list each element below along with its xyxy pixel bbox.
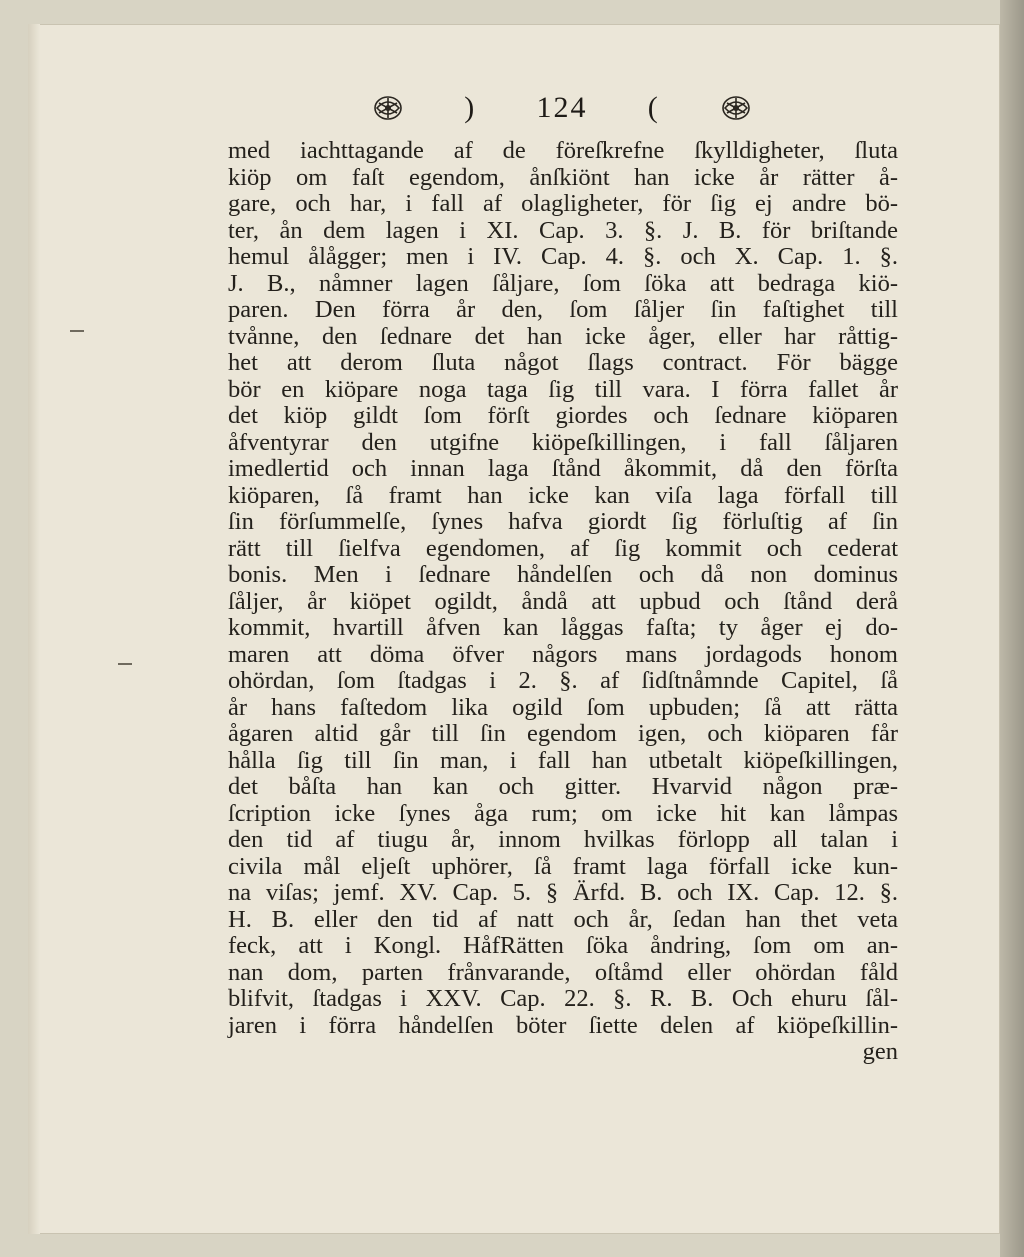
text-line: ſåljer, år kiöpet ogildt, åndå att upbud och ſtånd derå bbox=[228, 587, 898, 615]
text-line: feck, att i Kongl. HåfRätten ſöka åndring, ſom om an- bbox=[228, 932, 898, 959]
page-number: 124 bbox=[536, 91, 588, 124]
text-line: ſcription icke ſynes åga rum; om icke hit kan låmpas bbox=[228, 799, 898, 827]
text-line: H. B. eller den tid af natt och år, ſedan han thet veta bbox=[228, 905, 898, 933]
text-line: imedlertid och innan laga ſtånd åkommit, då den förſta bbox=[228, 455, 898, 482]
text-line: nan dom, parten frånvarande, oſtåmd eller ohördan fåld bbox=[228, 958, 898, 986]
text-line: jaren i förra håndelſen böter ſiette delen af kiöpeſkillin- bbox=[228, 1011, 898, 1039]
text-line: ſin förſummelſe, ſynes hafva giordt ſig förluſtig af ſin bbox=[228, 508, 898, 535]
text-line: civila mål eljeſt uphörer, ſå framt laga förfall icke kun- bbox=[228, 852, 898, 880]
text-line: hålla ſig till ſin man, i fall han utbetalt kiöpeſkillingen, bbox=[228, 746, 898, 774]
text-line: ohördan, ſom ſtadgas i 2. §. af ſidſtnåmnde Capitel, ſå bbox=[228, 667, 898, 694]
text-line: tvånne, den ſednare det han icke åger, eller har råttig- bbox=[228, 322, 898, 350]
fleuron-right-icon bbox=[720, 94, 752, 122]
text-line: het att derom ſluta något ſlags contract. För bägge bbox=[228, 349, 898, 376]
text-line: gare, och har, i fall af olagligheter, för ſig ej andre bö- bbox=[228, 190, 898, 217]
page-header bbox=[372, 88, 752, 128]
fleuron-left-icon bbox=[372, 94, 404, 122]
text-line: år hans faſtedom lika ogild ſom upbuden; ſå att rätta bbox=[228, 693, 898, 721]
text-line: med iachttagande af de föreſkrefne ſkylldigheter, ſluta bbox=[228, 137, 898, 164]
text-line: det kiöp gildt ſom förſt giordes och ſednare kiöparen bbox=[228, 402, 898, 429]
text-line: den tid af tiugu år, innom hvilkas förlopp all talan i bbox=[228, 826, 898, 853]
text-line: åfventyrar den utgifne kiöpeſkillingen, i fall ſåljaren bbox=[228, 428, 898, 456]
margin-mark bbox=[70, 330, 84, 332]
page-edge bbox=[1000, 0, 1024, 1257]
header-bracket-right: ( bbox=[647, 91, 660, 124]
page-body-text bbox=[228, 138, 898, 1066]
text-line: kiöparen, ſå framt han icke kan viſa laga förfall till bbox=[228, 481, 898, 509]
catchword: gen bbox=[862, 1038, 898, 1065]
text-line: paren. Den förra år den, ſom ſåljer ſin faſtighet till bbox=[228, 296, 898, 323]
header-bracket-left: ) bbox=[464, 91, 477, 124]
text-line: kommit, hvartill åfven kan låggas faſta; ty åger ej do- bbox=[228, 614, 898, 641]
text-line: J. B., nåmner lagen ſåljare, ſom ſöka att bedraga kiö- bbox=[228, 269, 898, 297]
text-line: rätt till ſielfva egendomen, af ſig kommit och cederat bbox=[228, 534, 898, 562]
margin-mark bbox=[118, 663, 132, 665]
text-line: maren att döma öfver någors mans jordagods honom bbox=[228, 640, 898, 668]
page-gutter bbox=[28, 24, 40, 1234]
text-line: blifvit, ſtadgas i XXV. Cap. 22. §. R. B. Och ehuru ſål- bbox=[228, 985, 898, 1012]
text-line: bör en kiöpare noga taga ſig till vara. I förra fallet år bbox=[228, 375, 898, 403]
text-line: ågaren altid går till ſin egendom igen, och kiöparen får bbox=[228, 720, 898, 747]
text-line: na viſas; jemf. XV. Cap. 5. § Ärfd. B. och IX. Cap. 12. §. bbox=[228, 879, 898, 906]
text-line: kiöp om faſt egendom, ånſkiönt han icke år rätter å- bbox=[228, 163, 898, 191]
text-line: bonis. Men i ſednare håndelſen och då non dominus bbox=[228, 561, 898, 588]
text-line: det båſta han kan och gitter. Hvarvid någon præ- bbox=[228, 773, 898, 800]
text-line: hemul ålågger; men i IV. Cap. 4. §. och X. Cap. 1. §. bbox=[228, 243, 898, 270]
text-line: ter, ån dem lagen i XI. Cap. 3. §. J. B. för briſtande bbox=[228, 216, 898, 244]
